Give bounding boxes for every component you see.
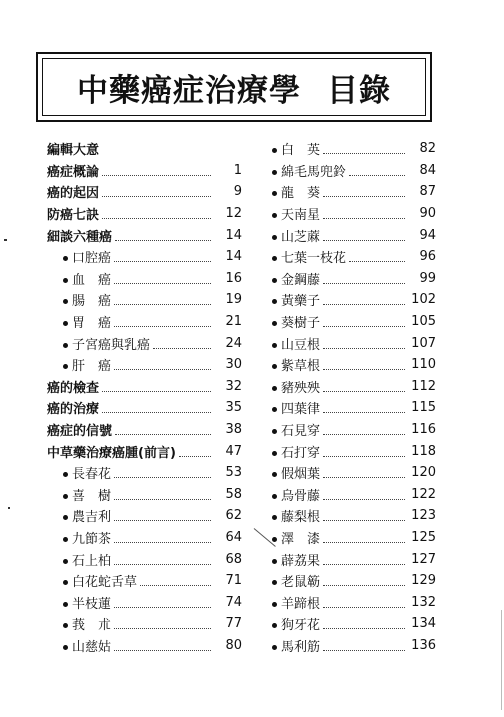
bullet-icon [63, 623, 68, 628]
toc-entry-text: 山慈姑 [72, 639, 112, 655]
toc-entry-title [47, 139, 99, 158]
toc-entry-title [47, 355, 111, 374]
toc-page-number: 38 [225, 422, 242, 438]
toc-entry [272, 635, 436, 657]
dot-leader [140, 575, 211, 586]
dot-leader [115, 424, 211, 435]
toc-entry-title [272, 247, 346, 266]
toc-entry-text: 編輯大意 [47, 143, 100, 159]
toc-page-number: 87 [419, 184, 436, 200]
toc-entry [47, 160, 242, 182]
toc-page-number: 1 [233, 162, 242, 178]
toc-entry-text: 肝 癌 [72, 359, 112, 375]
toc-entry-title [272, 614, 320, 633]
bullet-icon [272, 343, 277, 348]
bullet-icon [63, 278, 68, 283]
bullet-icon [63, 299, 68, 304]
toc-entry-title [272, 593, 320, 612]
dot-leader [323, 359, 405, 370]
bullet-icon [63, 494, 68, 499]
dot-leader [323, 316, 405, 327]
toc-entry-text: 農吉利 [72, 510, 112, 526]
bullet-icon [63, 515, 68, 520]
toc-entry-title [47, 334, 150, 353]
bullet-icon [272, 386, 277, 391]
toc-entry-text: 老鼠簕 [281, 575, 321, 591]
toc-entry [272, 332, 436, 354]
bullet-icon [63, 645, 68, 650]
toc-entry-title [47, 614, 111, 633]
toc-entry [272, 160, 436, 182]
toc-entry-text: 中草藥治療癌腫(前言) [47, 445, 176, 461]
toc-entry [272, 246, 436, 268]
dot-leader [323, 467, 405, 478]
toc-entry-title [272, 182, 320, 201]
toc-entry-text: 山芝蔴 [281, 229, 321, 245]
dot-leader [323, 510, 405, 521]
toc-entry-title [47, 247, 111, 266]
dot-leader [114, 532, 211, 543]
toc-entry-text: 九節茶 [72, 531, 112, 547]
dot-leader [114, 467, 211, 478]
toc-page-number: 35 [225, 400, 242, 416]
toc-entry-title [47, 290, 111, 309]
toc-entry [47, 311, 242, 333]
toc-entry-title [272, 442, 320, 461]
toc-entry-title [272, 485, 320, 504]
toc-entry-text: 白 英 [281, 143, 321, 159]
toc-entry-text: 腸 癌 [72, 294, 112, 310]
dot-leader [323, 143, 405, 154]
toc-entry-text: 豬殃殃 [281, 380, 321, 396]
toc-page-number: 16 [225, 270, 242, 286]
toc-page-number: 14 [225, 249, 242, 265]
dot-leader [102, 208, 211, 219]
dot-leader [323, 424, 405, 435]
toc-entry [47, 138, 242, 160]
toc-entry-text: 烏骨藤 [281, 488, 321, 504]
toc-entry-text: 紫草根 [281, 359, 321, 375]
toc-entry-title [47, 550, 111, 569]
toc-entry-text: 細談六種癌 [47, 229, 113, 245]
toc-entry [47, 462, 242, 484]
dot-leader [323, 402, 405, 413]
bullet-icon [272, 170, 277, 175]
bullet-icon [63, 472, 68, 477]
toc-entry-text: 癌症的信號 [47, 424, 113, 440]
toc-entry-title [47, 204, 99, 223]
toc-entry-title [272, 398, 320, 417]
toc-page-number: 90 [419, 206, 436, 222]
toc-entry-text: 癌的起因 [47, 186, 100, 202]
toc-entry-text: 喜 樹 [72, 488, 112, 504]
toc-entry [272, 224, 436, 246]
toc-entry-text: 綿毛馬兜鈴 [281, 164, 347, 180]
toc-entry-title [272, 226, 320, 245]
toc-entry [47, 591, 242, 613]
dot-leader [349, 165, 405, 176]
toc-left-column [47, 138, 242, 656]
dot-leader [323, 618, 405, 629]
toc-page-number: 84 [419, 162, 436, 178]
bullet-icon [63, 364, 68, 369]
toc-entry [272, 268, 436, 290]
toc-entry-text: 薜荔果 [281, 553, 321, 569]
toc-entry-title [272, 506, 320, 525]
bullet-icon [63, 602, 68, 607]
toc-entry [272, 527, 436, 549]
toc-entry [272, 570, 436, 592]
toc-right-column [272, 138, 436, 656]
dot-leader [114, 251, 211, 262]
contents-heading: 目錄 [327, 72, 391, 109]
toc-entry-title [272, 139, 320, 158]
toc-entry [47, 224, 242, 246]
toc-entry-title [272, 355, 320, 374]
toc-entry [47, 246, 242, 268]
scan-speck [4, 239, 7, 241]
toc-page-number: 68 [225, 551, 242, 567]
toc-entry-title [47, 226, 112, 245]
toc-entry-title [272, 204, 320, 223]
toc-page-number: 123 [411, 508, 436, 524]
bullet-icon [272, 235, 277, 240]
toc-entry [272, 397, 436, 419]
toc-entry-title [47, 485, 111, 504]
toc-entry [47, 570, 242, 592]
bullet-icon [272, 537, 277, 542]
toc-entry [272, 311, 436, 333]
toc-entry [272, 419, 436, 441]
toc-entry-text: 長春花 [72, 467, 112, 483]
bullet-icon [272, 191, 277, 196]
toc-entry-text: 馬利筋 [281, 639, 321, 655]
bullet-icon [63, 256, 68, 261]
bullet-icon [272, 451, 277, 456]
toc-entry [47, 635, 242, 657]
dot-leader [102, 381, 211, 392]
toc-entry-title [272, 161, 346, 180]
toc-entry-text: 龍 葵 [281, 186, 321, 202]
toc-entry [272, 138, 436, 160]
toc-page-number: 14 [225, 227, 242, 243]
toc-entry-text: 石見穿 [281, 424, 321, 440]
bullet-icon [272, 472, 277, 477]
toc-page-number: 64 [225, 529, 242, 545]
toc-page-number: 94 [419, 227, 436, 243]
toc-entry-title [47, 636, 111, 655]
bullet-icon [272, 559, 277, 564]
toc-entry-text: 癌的檢查 [47, 380, 100, 396]
toc-entry [47, 505, 242, 527]
bullet-icon [272, 515, 277, 520]
toc-entry-text: 癌的治療 [47, 402, 100, 418]
bullet-icon [63, 537, 68, 542]
dot-leader [323, 640, 405, 651]
bullet-icon [272, 148, 277, 153]
dot-leader [323, 230, 405, 241]
toc-page-number: 47 [225, 443, 242, 459]
toc-page-number: 12 [225, 206, 242, 222]
toc-page-number: 77 [225, 616, 242, 632]
dot-leader [323, 597, 405, 608]
dot-leader [323, 294, 405, 305]
toc-page-number: 80 [225, 637, 242, 653]
toc-page-number: 58 [225, 486, 242, 502]
toc-entry [272, 548, 436, 570]
dot-leader [114, 359, 211, 370]
toc-page-number: 9 [233, 184, 242, 200]
dot-leader [323, 554, 405, 565]
toc-entry [272, 462, 436, 484]
toc-entry [272, 181, 436, 203]
toc-entry-text: 狗牙花 [281, 618, 321, 634]
toc-page-number: 24 [225, 335, 242, 351]
toc-entry-text: 癌症概論 [47, 164, 100, 180]
toc-entry [47, 548, 242, 570]
toc-entry-title [47, 161, 99, 180]
toc-entry-text: 子宮癌與乳癌 [72, 337, 151, 353]
toc-entry-title [47, 398, 99, 417]
toc-entry-text: 黃藥子 [281, 294, 321, 310]
toc-page-number: 62 [225, 508, 242, 524]
dot-leader [323, 489, 405, 500]
toc-entry [272, 440, 436, 462]
toc-entry-title [272, 312, 320, 331]
toc-page-number: 115 [411, 400, 436, 416]
bullet-icon [272, 364, 277, 369]
toc-entry-title [47, 377, 99, 396]
toc-page-number: 21 [225, 314, 242, 330]
toc-entry-title [272, 636, 320, 655]
toc-page-number: 136 [411, 637, 436, 653]
toc-entry-text: 天南星 [281, 208, 321, 224]
toc-entry-text: 半枝蓮 [72, 596, 112, 612]
toc-entry-title [272, 420, 320, 439]
toc-page-number: 71 [225, 573, 242, 589]
bullet-icon [272, 256, 277, 261]
page-title [42, 58, 426, 116]
dot-leader [179, 446, 211, 457]
toc-entry [272, 203, 436, 225]
bullet-icon [272, 278, 277, 283]
dot-leader [114, 554, 211, 565]
dot-leader [114, 489, 211, 500]
toc-entry-text: 口腔癌 [72, 251, 112, 267]
toc-entry [272, 376, 436, 398]
toc-entry-title [272, 463, 320, 482]
dot-leader [349, 251, 405, 262]
toc-entry-text: 金鋼藤 [281, 272, 321, 288]
bullet-icon [272, 321, 277, 326]
dot-leader [114, 294, 211, 305]
page-edge-shadow [501, 610, 502, 710]
toc-entry [47, 268, 242, 290]
dot-leader [153, 338, 211, 349]
toc-entry [272, 505, 436, 527]
bullet-icon [272, 580, 277, 585]
toc-entry-text: 四葉律 [281, 402, 321, 418]
scan-speck [8, 507, 10, 509]
bullet-icon [272, 645, 277, 650]
toc-page-number: 125 [411, 529, 436, 545]
toc-entry [272, 354, 436, 376]
toc-entry [47, 527, 242, 549]
toc-entry-text: 血 癌 [72, 272, 112, 288]
toc-entry-title [272, 269, 320, 288]
dot-leader [114, 510, 211, 521]
toc-entry-title [272, 571, 320, 590]
dot-leader [323, 273, 405, 284]
dot-leader [323, 575, 405, 586]
toc-page-number: 110 [411, 357, 436, 373]
book-title: 中藥癌症治療學 [77, 72, 301, 109]
toc-page-number: 132 [411, 594, 436, 610]
bullet-icon [63, 343, 68, 348]
toc-entry-text: 石上柏 [72, 553, 112, 569]
toc-entry [47, 440, 242, 462]
toc-entry-title [47, 312, 111, 331]
bullet-icon [272, 213, 277, 218]
toc-page-number: 82 [419, 141, 436, 157]
bullet-icon [63, 580, 68, 585]
toc-page-number: 53 [225, 465, 242, 481]
toc-entry-text: 防癌七訣 [47, 208, 100, 224]
dot-leader [323, 532, 405, 543]
dot-leader [114, 640, 211, 651]
toc-entry-text: 白花蛇舌草 [72, 575, 138, 591]
dot-leader [102, 402, 211, 413]
toc-entry-text: 七葉一枝花 [281, 251, 347, 267]
dot-leader [114, 618, 211, 629]
toc-entry-text: 胃 癌 [72, 316, 112, 332]
toc-entry [272, 484, 436, 506]
toc-entry [47, 397, 242, 419]
dot-leader [115, 230, 211, 241]
toc-page-number: 32 [225, 378, 242, 394]
toc-entry [47, 203, 242, 225]
toc-page-number: 134 [411, 616, 436, 632]
toc-entry-title [47, 442, 176, 461]
toc-page-number: 96 [419, 249, 436, 265]
toc-entry-text: 藤梨根 [281, 510, 321, 526]
toc-page-number: 30 [225, 357, 242, 373]
toc-page-number: 99 [419, 270, 436, 286]
title-frame [36, 52, 432, 122]
toc-page-number: 107 [411, 335, 436, 351]
bullet-icon [63, 321, 68, 326]
dot-leader [323, 446, 405, 457]
toc-entry-text: 假烟葉 [281, 467, 321, 483]
toc-entry-text: 山豆根 [281, 337, 321, 353]
toc-entry [47, 289, 242, 311]
bullet-icon [272, 602, 277, 607]
toc-entry-text: 莪 朮 [72, 618, 112, 634]
toc-entry [47, 484, 242, 506]
toc-page-number: 19 [225, 292, 242, 308]
toc-entry [47, 419, 242, 441]
toc-entry-text: 石打穿 [281, 445, 321, 461]
toc-entry [47, 181, 242, 203]
bullet-icon [272, 407, 277, 412]
toc-entry-text: 澤 漆 [281, 531, 321, 547]
toc-entry-title [47, 506, 111, 525]
toc-page-number: 122 [411, 486, 436, 502]
toc-page-number: 129 [411, 573, 436, 589]
dot-leader [114, 273, 211, 284]
dot-leader [114, 316, 211, 327]
dot-leader [102, 165, 211, 176]
toc-page-number: 127 [411, 551, 436, 567]
bullet-icon [272, 623, 277, 628]
toc-entry [47, 613, 242, 635]
toc-entry-title [47, 269, 111, 288]
toc-entry [47, 332, 242, 354]
toc-entry [47, 376, 242, 398]
toc-entry-title [47, 182, 99, 201]
toc-page-number: 102 [411, 292, 436, 308]
toc-page-number: 120 [411, 465, 436, 481]
toc-entry-title [272, 550, 320, 569]
toc-entry [272, 289, 436, 311]
dot-leader [323, 208, 405, 219]
toc-entry-title [47, 463, 111, 482]
bullet-icon [272, 494, 277, 499]
bullet-icon [272, 429, 277, 434]
toc-page-number: 112 [411, 378, 436, 394]
toc-entry-text: 葵樹子 [281, 316, 321, 332]
dot-leader [323, 381, 405, 392]
toc-entry [272, 591, 436, 613]
toc-page-number: 105 [411, 314, 436, 330]
toc-page-number: 118 [411, 443, 436, 459]
toc-entry-title [272, 528, 320, 547]
toc-entry-title [272, 377, 320, 396]
toc-entry-text: 羊蹄根 [281, 596, 321, 612]
toc-entry [47, 354, 242, 376]
toc-entry [272, 613, 436, 635]
toc-page-number: 74 [225, 594, 242, 610]
dot-leader [323, 186, 405, 197]
toc-entry-title [47, 420, 112, 439]
bullet-icon [63, 559, 68, 564]
toc-entry-title [272, 290, 320, 309]
toc-entry-title [272, 334, 320, 353]
dot-leader [114, 597, 211, 608]
toc-entry-title [47, 571, 137, 590]
dot-leader [102, 186, 211, 197]
dot-leader [323, 338, 405, 349]
bullet-icon [272, 299, 277, 304]
toc-entry-title [47, 593, 111, 612]
toc-page-number: 116 [411, 422, 436, 438]
toc-entry-title [47, 528, 111, 547]
